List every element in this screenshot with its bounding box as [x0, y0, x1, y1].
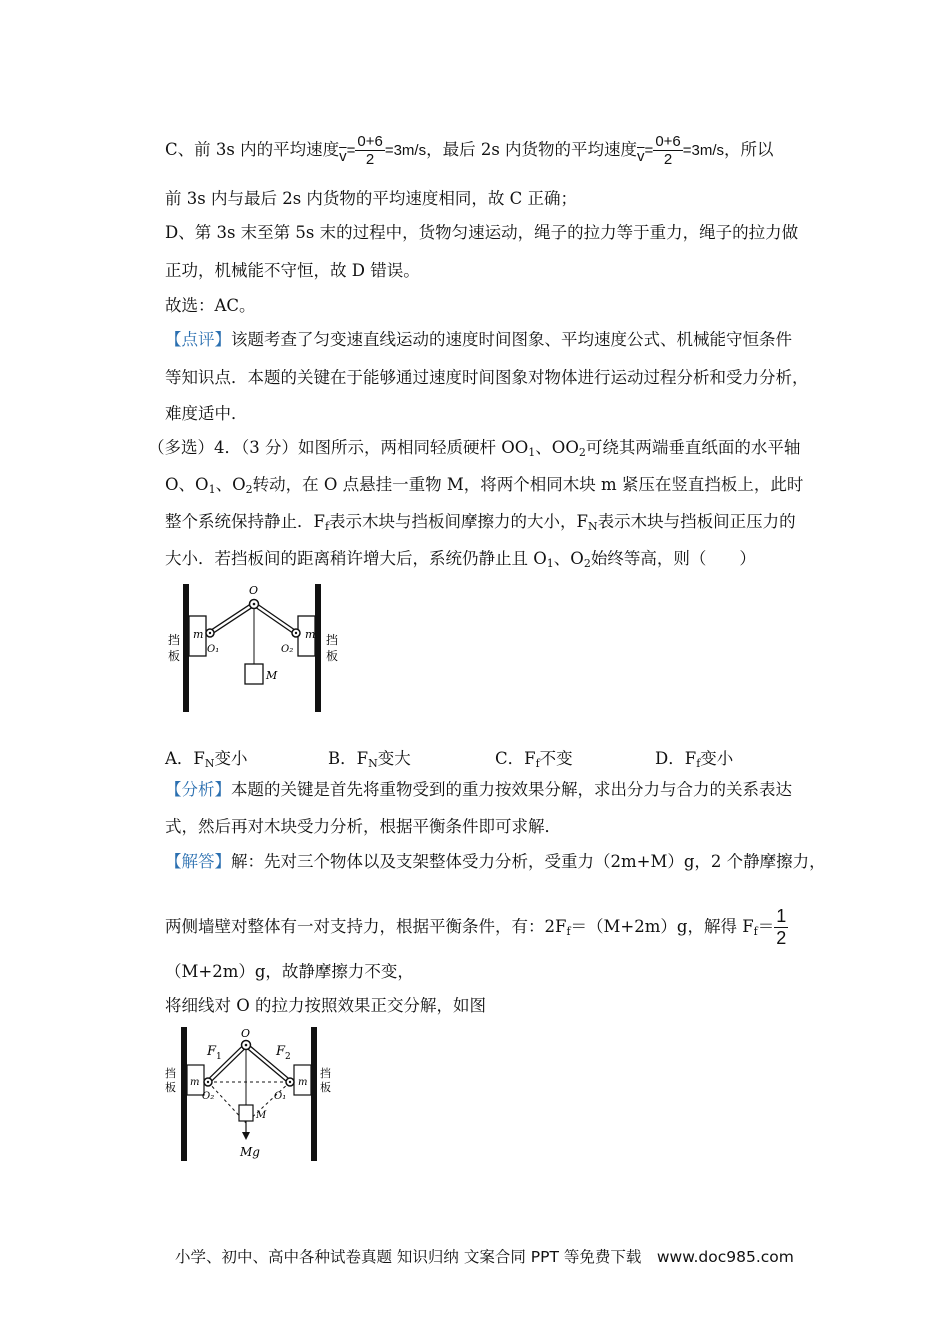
option-a[interactable] — [165, 745, 248, 770]
denominator: 2 — [663, 151, 673, 168]
text: 该题考查了匀变速直线运动的速度时间图象、平均速度公式、机械能守恒条件 — [231, 330, 792, 349]
label-Mg: Mg — [240, 1145, 260, 1159]
option-text: 变小 — [700, 749, 734, 768]
solution-c-line1 — [165, 133, 774, 168]
solution-c-line2: 前 3s 内与最后 2s 内货物的平均速度相同，故 C 正确； — [165, 189, 578, 208]
text: 转动，在 O 点悬挂一重物 M，将两个相同木块 m 紧压在竖直挡板上，此时 — [252, 475, 804, 494]
pivot-O1-dot — [209, 632, 211, 634]
subscript: 1 — [528, 446, 536, 459]
question-line1 — [148, 437, 800, 464]
analysis-tag: 【分析】 — [165, 780, 231, 799]
rod-right-inner — [254, 604, 296, 633]
subscript: 2 — [583, 557, 591, 570]
denominator: 2 — [776, 928, 787, 948]
question-line2 — [165, 474, 803, 501]
text: 始终等高，则（ ） — [590, 549, 756, 568]
wall-label-right-1: 挡 — [320, 1067, 331, 1080]
rod-left-inner — [210, 604, 254, 633]
label-m-right: m — [298, 1077, 308, 1088]
choice-line: 故选：AC。 — [165, 296, 256, 315]
wall-label-right-2: 板 — [326, 649, 339, 663]
label-O: O — [241, 1027, 251, 1040]
label-F2-sub: 2 — [285, 1052, 291, 1062]
solution-d-line2: 正功，机械能不守恒，故 D 错误。 — [165, 261, 420, 280]
text: （多选）4．（3 分）如图所示，两相同轻质硬杆 OO — [148, 438, 529, 457]
text: 大小．若挡板间的距离稍许增大后，系统仍静止且 O — [165, 549, 547, 568]
answer-line4: 将细线对 O 的拉力按照效果正交分解，如图 — [165, 996, 487, 1015]
comment-line3: 难度适中． — [165, 404, 248, 423]
answer-tag: 【解答】 — [165, 852, 231, 871]
comment-line2: 等知识点．本题的关键在于能够通过速度时间图象对物体进行运动过程分析和受力分析， — [165, 368, 809, 387]
result: =3m/s — [384, 142, 427, 159]
left-wall — [181, 1027, 187, 1161]
subscript: f — [324, 520, 330, 533]
subscript: N — [587, 520, 598, 533]
answer-line3: （M+2m）g，故静摩擦力不变， — [165, 962, 414, 981]
subscript: N — [368, 757, 378, 770]
question-line3 — [165, 511, 796, 538]
pivot-O2-dot — [207, 1081, 209, 1083]
right-wall — [311, 1027, 317, 1161]
text: 、O — [215, 475, 246, 494]
subscript: f — [753, 925, 758, 938]
text: ＝ — [757, 917, 775, 936]
label-O1: O₁ — [274, 1091, 287, 1102]
solution-d-line1: D、第 3s 末至第 5s 末的过程中，货物匀速运动，绳子的拉力等于重力，绳子的拉力做 — [165, 223, 799, 242]
option-letter: D．F — [655, 749, 697, 768]
option-letter: C．F — [495, 749, 536, 768]
subscript: f — [535, 757, 540, 770]
subscript: 2 — [578, 446, 586, 459]
label-M: M — [266, 669, 278, 682]
footer: 小学、初中、高中各种试卷真题 知识归纳 文案合同 PPT 等免费下载 www.doc985.com — [175, 1248, 794, 1266]
option-d[interactable] — [655, 745, 733, 770]
gravity-arrow-head — [242, 1132, 250, 1140]
label-O2: O₂ — [202, 1091, 215, 1102]
label-F1-sub: 1 — [216, 1052, 222, 1062]
option-b[interactable] — [328, 745, 411, 770]
text: ，所以 — [724, 140, 774, 159]
equals: = — [346, 142, 356, 159]
comment-line1 — [165, 329, 792, 351]
comment-tag: 【点评】 — [165, 330, 231, 349]
label-M: M — [256, 1110, 267, 1121]
figure-2-diagram — [160, 1025, 350, 1165]
text: 两侧墙壁对整体有一对支持力，根据平衡条件，有：2F — [165, 917, 567, 936]
label-F2: F — [276, 1044, 286, 1059]
text: 、OO — [535, 438, 579, 457]
wall-label-left-2: 板 — [165, 1081, 176, 1094]
result: =3m/s — [682, 142, 725, 159]
option-text: 不变 — [539, 749, 573, 768]
pivot-O-dot — [245, 1044, 248, 1047]
wall-label-right-2: 板 — [320, 1081, 331, 1094]
numerator: 0+6 — [655, 133, 681, 150]
text: ，最后 2s 内货物的平均速度 — [426, 140, 638, 159]
half-fraction — [774, 906, 788, 949]
text: 、O — [553, 549, 584, 568]
label-m-left: m — [193, 628, 204, 641]
text: ＝（M+2m）g，解得 F — [570, 917, 754, 936]
text: 本题的关键是首先将重物受到的重力按效果分解，求出分力与合力的关系表达 — [231, 780, 792, 799]
pivot-O-dot — [253, 603, 256, 606]
option-letter: A．F — [165, 749, 205, 768]
weight-M — [245, 664, 263, 684]
v-bar: $\overline{v}$ — [339, 148, 347, 165]
text: 解：先对三个物体以及支架整体受力分析，受重力（2m+M）g，2 个静摩擦力， — [231, 852, 826, 871]
text: 表示木块与挡板间正压力的 — [597, 512, 796, 531]
analysis-line2: 式，然后再对木块受力分析，根据平衡条件即可求解． — [165, 817, 561, 836]
subscript: N — [204, 757, 215, 770]
subscript: 2 — [245, 483, 253, 496]
text: 可绕其两端垂直纸面的水平轴 — [585, 438, 801, 457]
label-m-right: m — [305, 628, 316, 641]
option-text: 变大 — [377, 749, 411, 768]
equals: = — [644, 142, 654, 159]
label-F1: F — [207, 1044, 217, 1059]
text: O、O — [165, 475, 209, 494]
option-text: 变小 — [214, 749, 248, 768]
option-letter: B．F — [328, 749, 369, 768]
pivot-O1-dot — [289, 1081, 291, 1083]
label-O2: O₂ — [281, 644, 294, 655]
wall-label-left-1: 挡 — [168, 633, 181, 647]
subscript: f — [566, 925, 571, 938]
numerator: 1 — [776, 906, 787, 926]
v-bar: $\overline{v}$ — [637, 148, 645, 165]
numerator: 0+6 — [357, 133, 383, 150]
weight-M — [239, 1105, 253, 1121]
wall-label-right-1: 挡 — [326, 633, 339, 647]
right-wall — [315, 584, 321, 712]
denominator: 2 — [365, 151, 375, 168]
fraction — [355, 133, 384, 168]
fraction — [653, 133, 682, 168]
text: 表示木块与挡板间摩擦力的大小，F — [329, 512, 588, 531]
left-wall — [183, 584, 189, 712]
subscript: 1 — [208, 483, 216, 496]
subscript: 1 — [546, 557, 554, 570]
text: C、前 3s 内的平均速度 — [165, 140, 340, 159]
question-line4 — [165, 548, 756, 575]
subscript: f — [696, 757, 701, 770]
answer-line2 — [165, 906, 788, 949]
label-m-left: m — [190, 1077, 200, 1088]
answer-line1 — [165, 851, 826, 873]
pivot-O2-dot — [295, 632, 297, 634]
label-O: O — [249, 584, 259, 597]
figure-1-diagram — [160, 582, 360, 717]
wall-label-left-1: 挡 — [165, 1067, 176, 1080]
text: 整个系统保持静止．F — [165, 512, 325, 531]
analysis-line1 — [165, 779, 792, 801]
wall-label-left-2: 板 — [168, 649, 181, 663]
label-O1: O₁ — [207, 644, 220, 655]
option-c[interactable] — [495, 745, 573, 770]
